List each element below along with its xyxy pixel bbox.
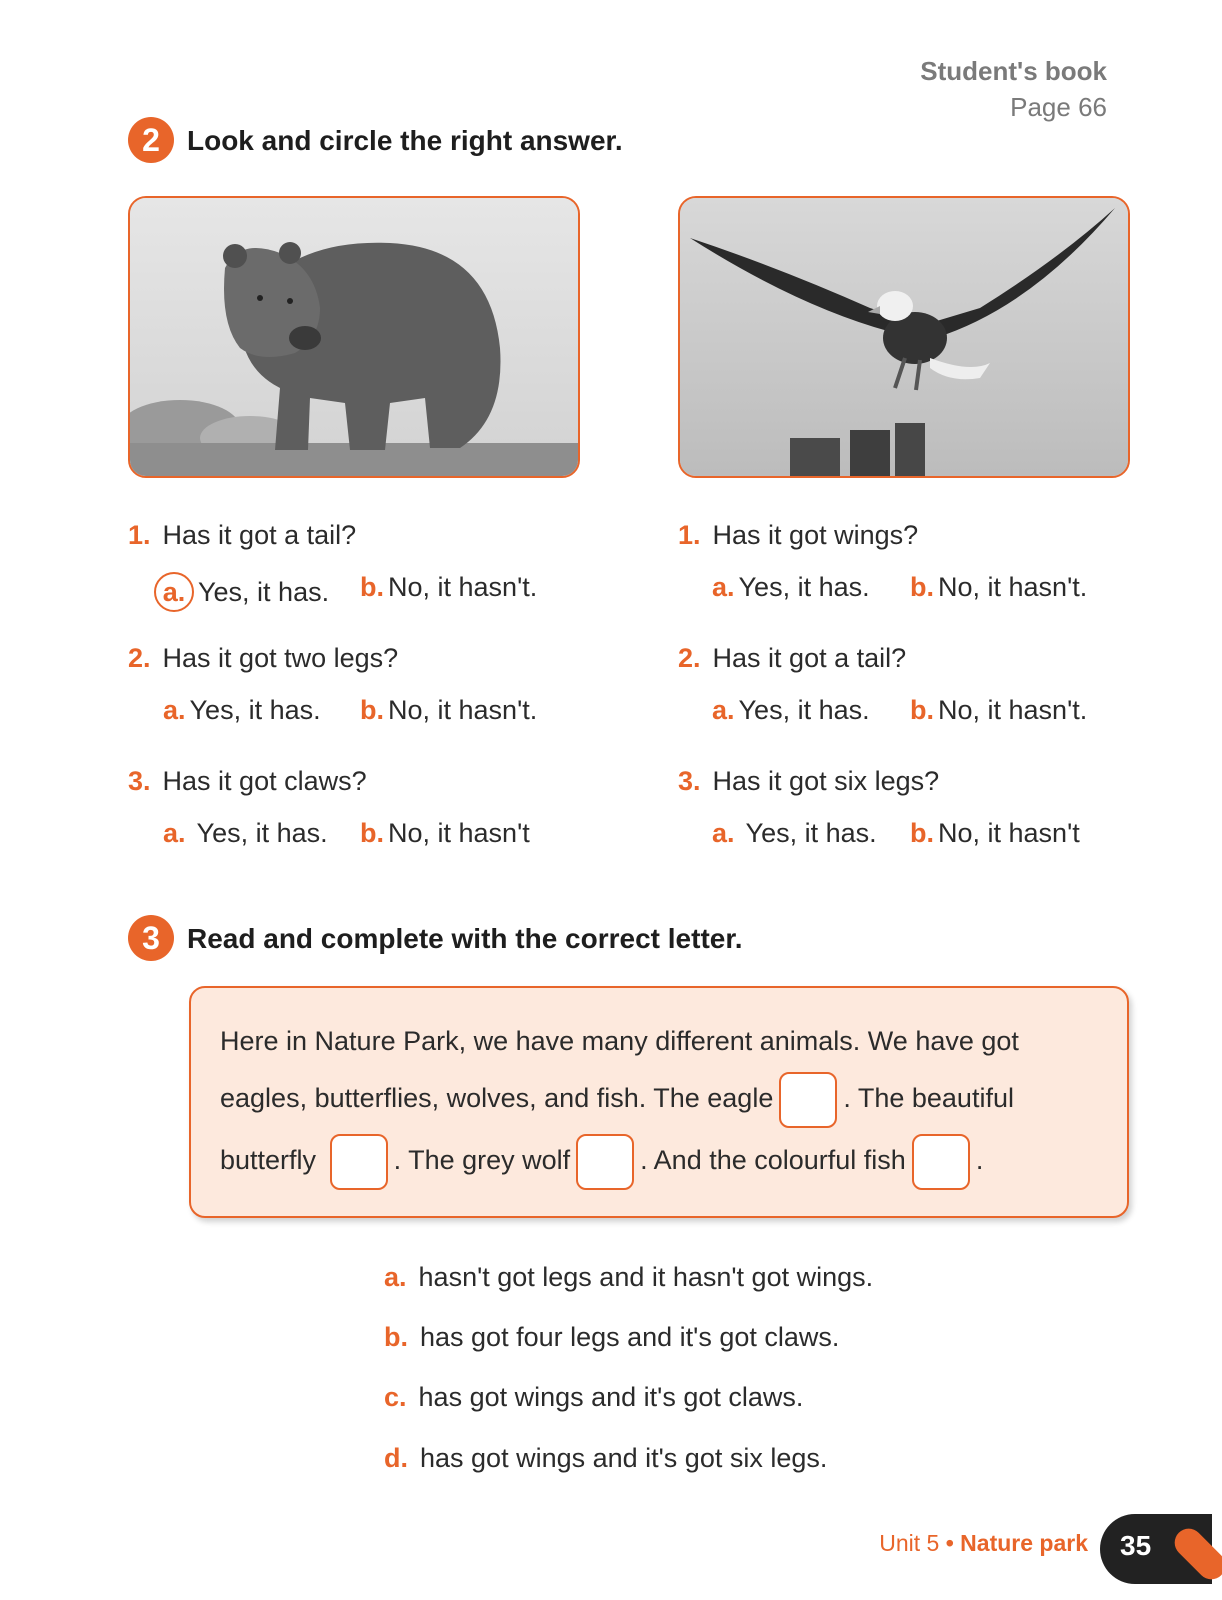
option-right-1b[interactable]: b. No, it hasn't.	[910, 572, 1088, 602]
option-left-1a-circled[interactable]: a.	[154, 572, 194, 612]
option-left-3b[interactable]: b. No, it hasn't	[360, 818, 530, 848]
exercise-3-number: 3	[128, 915, 174, 961]
question-left-3: 3. Has it got claws?	[128, 766, 367, 796]
option-left-3a[interactable]: a. Yes, it has.	[163, 818, 328, 848]
option-right-3b[interactable]: b. No, it hasn't	[910, 818, 1080, 848]
question-right-1: 1. Has it got wings?	[678, 520, 919, 550]
eagle-photo	[678, 196, 1130, 478]
answer-box-eagle[interactable]	[779, 1072, 837, 1128]
options-left-1: a. Yes, it has.	[160, 572, 329, 612]
question-right-2: 2. Has it got a tail?	[678, 643, 907, 673]
choice-b: b. has got four legs and it's got claws.	[384, 1322, 840, 1352]
question-right-3: 3. Has it got six legs?	[678, 766, 940, 796]
page-reference: Page 66	[1010, 92, 1107, 122]
option-right-2b[interactable]: b. No, it hasn't.	[910, 695, 1088, 725]
book-label: Student's book	[920, 56, 1107, 86]
choice-d: d. has got wings and it's got six legs.	[384, 1443, 828, 1473]
answer-box-wolf[interactable]	[576, 1134, 634, 1190]
reading-line-1: Here in Nature Park, we have many different animals. We have got	[220, 1026, 1019, 1056]
choice-c: c. has got wings and it's got claws.	[384, 1382, 804, 1412]
reading-line-2: eagles, butterflies, wolves, and fish. The eagle . The beautiful	[220, 1072, 1014, 1128]
exercise-2-number: 2	[128, 117, 174, 163]
option-left-2a[interactable]: a. Yes, it has.	[163, 695, 321, 725]
reading-line-3: butterfly . The grey wolf . And the colourful fish .	[220, 1134, 983, 1190]
question-left-1: 1. Has it got a tail?	[128, 520, 357, 550]
option-right-1a[interactable]: a. Yes, it has.	[712, 572, 870, 602]
answer-box-butterfly[interactable]	[330, 1134, 388, 1190]
question-left-2: 2. Has it got two legs?	[128, 643, 399, 673]
bear-photo	[128, 196, 580, 478]
footer-unit: Unit 5 • Nature park	[879, 1530, 1088, 1556]
option-right-3a[interactable]: a. Yes, it has.	[712, 818, 877, 848]
page-number: 35	[1120, 1530, 1152, 1561]
exercise-3-title: Read and complete with the correct letter.	[187, 923, 743, 954]
choice-a: a. hasn't got legs and it hasn't got wings.	[384, 1262, 874, 1292]
answer-box-fish[interactable]	[912, 1134, 970, 1190]
option-right-2a[interactable]: a. Yes, it has.	[712, 695, 870, 725]
option-left-2b[interactable]: b. No, it hasn't.	[360, 695, 538, 725]
option-left-1b[interactable]: b. No, it hasn't.	[360, 572, 538, 602]
exercise-2-title: Look and circle the right answer.	[187, 125, 623, 156]
